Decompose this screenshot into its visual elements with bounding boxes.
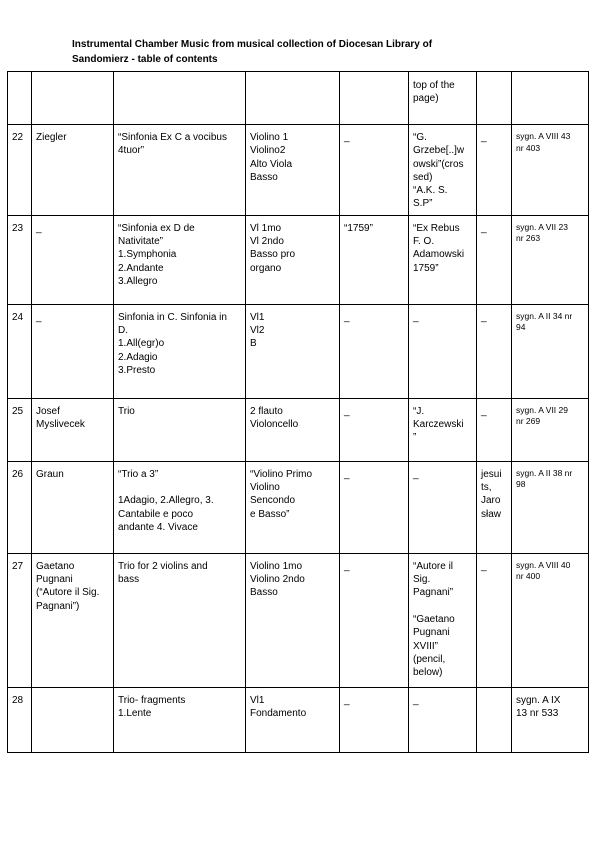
- cell-number: 25: [8, 398, 32, 461]
- cell-instruments: [246, 72, 340, 125]
- cell-instruments: Violino 1mo Violino 2ndo Basso: [246, 553, 340, 687]
- cell-title: “Trio a 3” 1Adagio, 2.Allegro, 3. Cantabile e poco andante 4. Vivace: [114, 461, 246, 553]
- cell-instruments: Vl1 Vl2 B: [246, 304, 340, 398]
- cell-owner: _: [477, 125, 512, 216]
- cell-instruments: Vl1 Fondamento: [246, 687, 340, 752]
- cell-signature: sygn. A VIII 40 nr 400: [512, 553, 589, 687]
- table-row: [8, 553, 589, 687]
- page-title: [72, 37, 542, 67]
- cell-number: [8, 72, 32, 125]
- contents-table: [7, 71, 589, 753]
- cell-number: 24: [8, 304, 32, 398]
- cell-date: _: [340, 398, 409, 461]
- table-row: [8, 304, 589, 398]
- cell-date: _: [340, 687, 409, 752]
- cell-provenance: “G. Grzebe[..]w owski”(cros sed) “A.K. S. S.P”: [409, 125, 477, 216]
- cell-owner: _: [477, 304, 512, 398]
- cell-signature: sygn. A II 38 nr 98: [512, 461, 589, 553]
- cell-owner: jesui ts, Jaro sław: [477, 461, 512, 553]
- cell-title: Trio: [114, 398, 246, 461]
- cell-composer: [32, 687, 114, 752]
- table-row: [8, 461, 589, 553]
- cell-date: _: [340, 553, 409, 687]
- cell-provenance: “Autore il Sig. Pagnani” “Gaetano Pugnani XVIII” (pencil, below): [409, 553, 477, 687]
- cell-owner: _: [477, 215, 512, 304]
- cell-title: “Sinfonia ex D de Nativitate” 1.Symphonia 2.Andante 3.Allegro: [114, 215, 246, 304]
- cell-signature: sygn. A II 34 nr 94: [512, 304, 589, 398]
- cell-date: “1759”: [340, 215, 409, 304]
- cell-signature: sygn. A VII 29 nr 269: [512, 398, 589, 461]
- cell-date: [340, 72, 409, 125]
- cell-number: 22: [8, 125, 32, 216]
- cell-signature: sygn. A VIII 43 nr 403: [512, 125, 589, 216]
- cell-signature: sygn. A VII 23 nr 263: [512, 215, 589, 304]
- cell-title: Sinfonia in C. Sinfonia in D. 1.All(egr)o 2.Adagio 3.Presto: [114, 304, 246, 398]
- cell-number: 27: [8, 553, 32, 687]
- cell-provenance: _: [409, 304, 477, 398]
- cell-instruments: Vl 1mo Vl 2ndo Basso pro organo: [246, 215, 340, 304]
- cell-provenance: _: [409, 687, 477, 752]
- cell-owner: [477, 687, 512, 752]
- table-row: [8, 125, 589, 216]
- cell-owner: _: [477, 398, 512, 461]
- cell-number: 23: [8, 215, 32, 304]
- cell-instruments: “Violino Primo Violino Sencondo e Basso”: [246, 461, 340, 553]
- cell-date: _: [340, 125, 409, 216]
- cell-composer: _: [32, 215, 114, 304]
- cell-date: _: [340, 304, 409, 398]
- cell-composer: Gaetano Pugnani (“Autore il Sig. Pagnani”): [32, 553, 114, 687]
- cell-instruments: 2 flauto Violoncello: [246, 398, 340, 461]
- cell-signature: sygn. A IX 13 nr 533: [512, 687, 589, 752]
- cell-composer: [32, 72, 114, 125]
- cell-composer: Graun: [32, 461, 114, 553]
- table-row: [8, 398, 589, 461]
- cell-title: Trio- fragments 1.Lente: [114, 687, 246, 752]
- cell-number: 28: [8, 687, 32, 752]
- cell-provenance: top of the page): [409, 72, 477, 125]
- cell-title: Trio for 2 violins and bass: [114, 553, 246, 687]
- cell-composer: Josef Myslivecek: [32, 398, 114, 461]
- table-row: [8, 72, 589, 125]
- page-title-line-2: Sandomierz - table of contents: [72, 54, 218, 65]
- cell-owner: [477, 72, 512, 125]
- page-title-line-1: Instrumental Chamber Music from musical collection of Diocesan Library of: [72, 39, 433, 50]
- cell-title: [114, 72, 246, 125]
- cell-composer: _: [32, 304, 114, 398]
- table-row: [8, 215, 589, 304]
- cell-owner: _: [477, 553, 512, 687]
- cell-title: “Sinfonia Ex C a vocibus 4tuor”: [114, 125, 246, 216]
- cell-signature: [512, 72, 589, 125]
- cell-number: 26: [8, 461, 32, 553]
- cell-date: _: [340, 461, 409, 553]
- cell-instruments: Violino 1 Violino2 Alto Viola Basso: [246, 125, 340, 216]
- cell-provenance: _: [409, 461, 477, 553]
- cell-provenance: “J. Karczewski ”: [409, 398, 477, 461]
- table-row: [8, 687, 589, 752]
- cell-composer: Ziegler: [32, 125, 114, 216]
- cell-provenance: “Ex Rebus F. O. Adamowski 1759”: [409, 215, 477, 304]
